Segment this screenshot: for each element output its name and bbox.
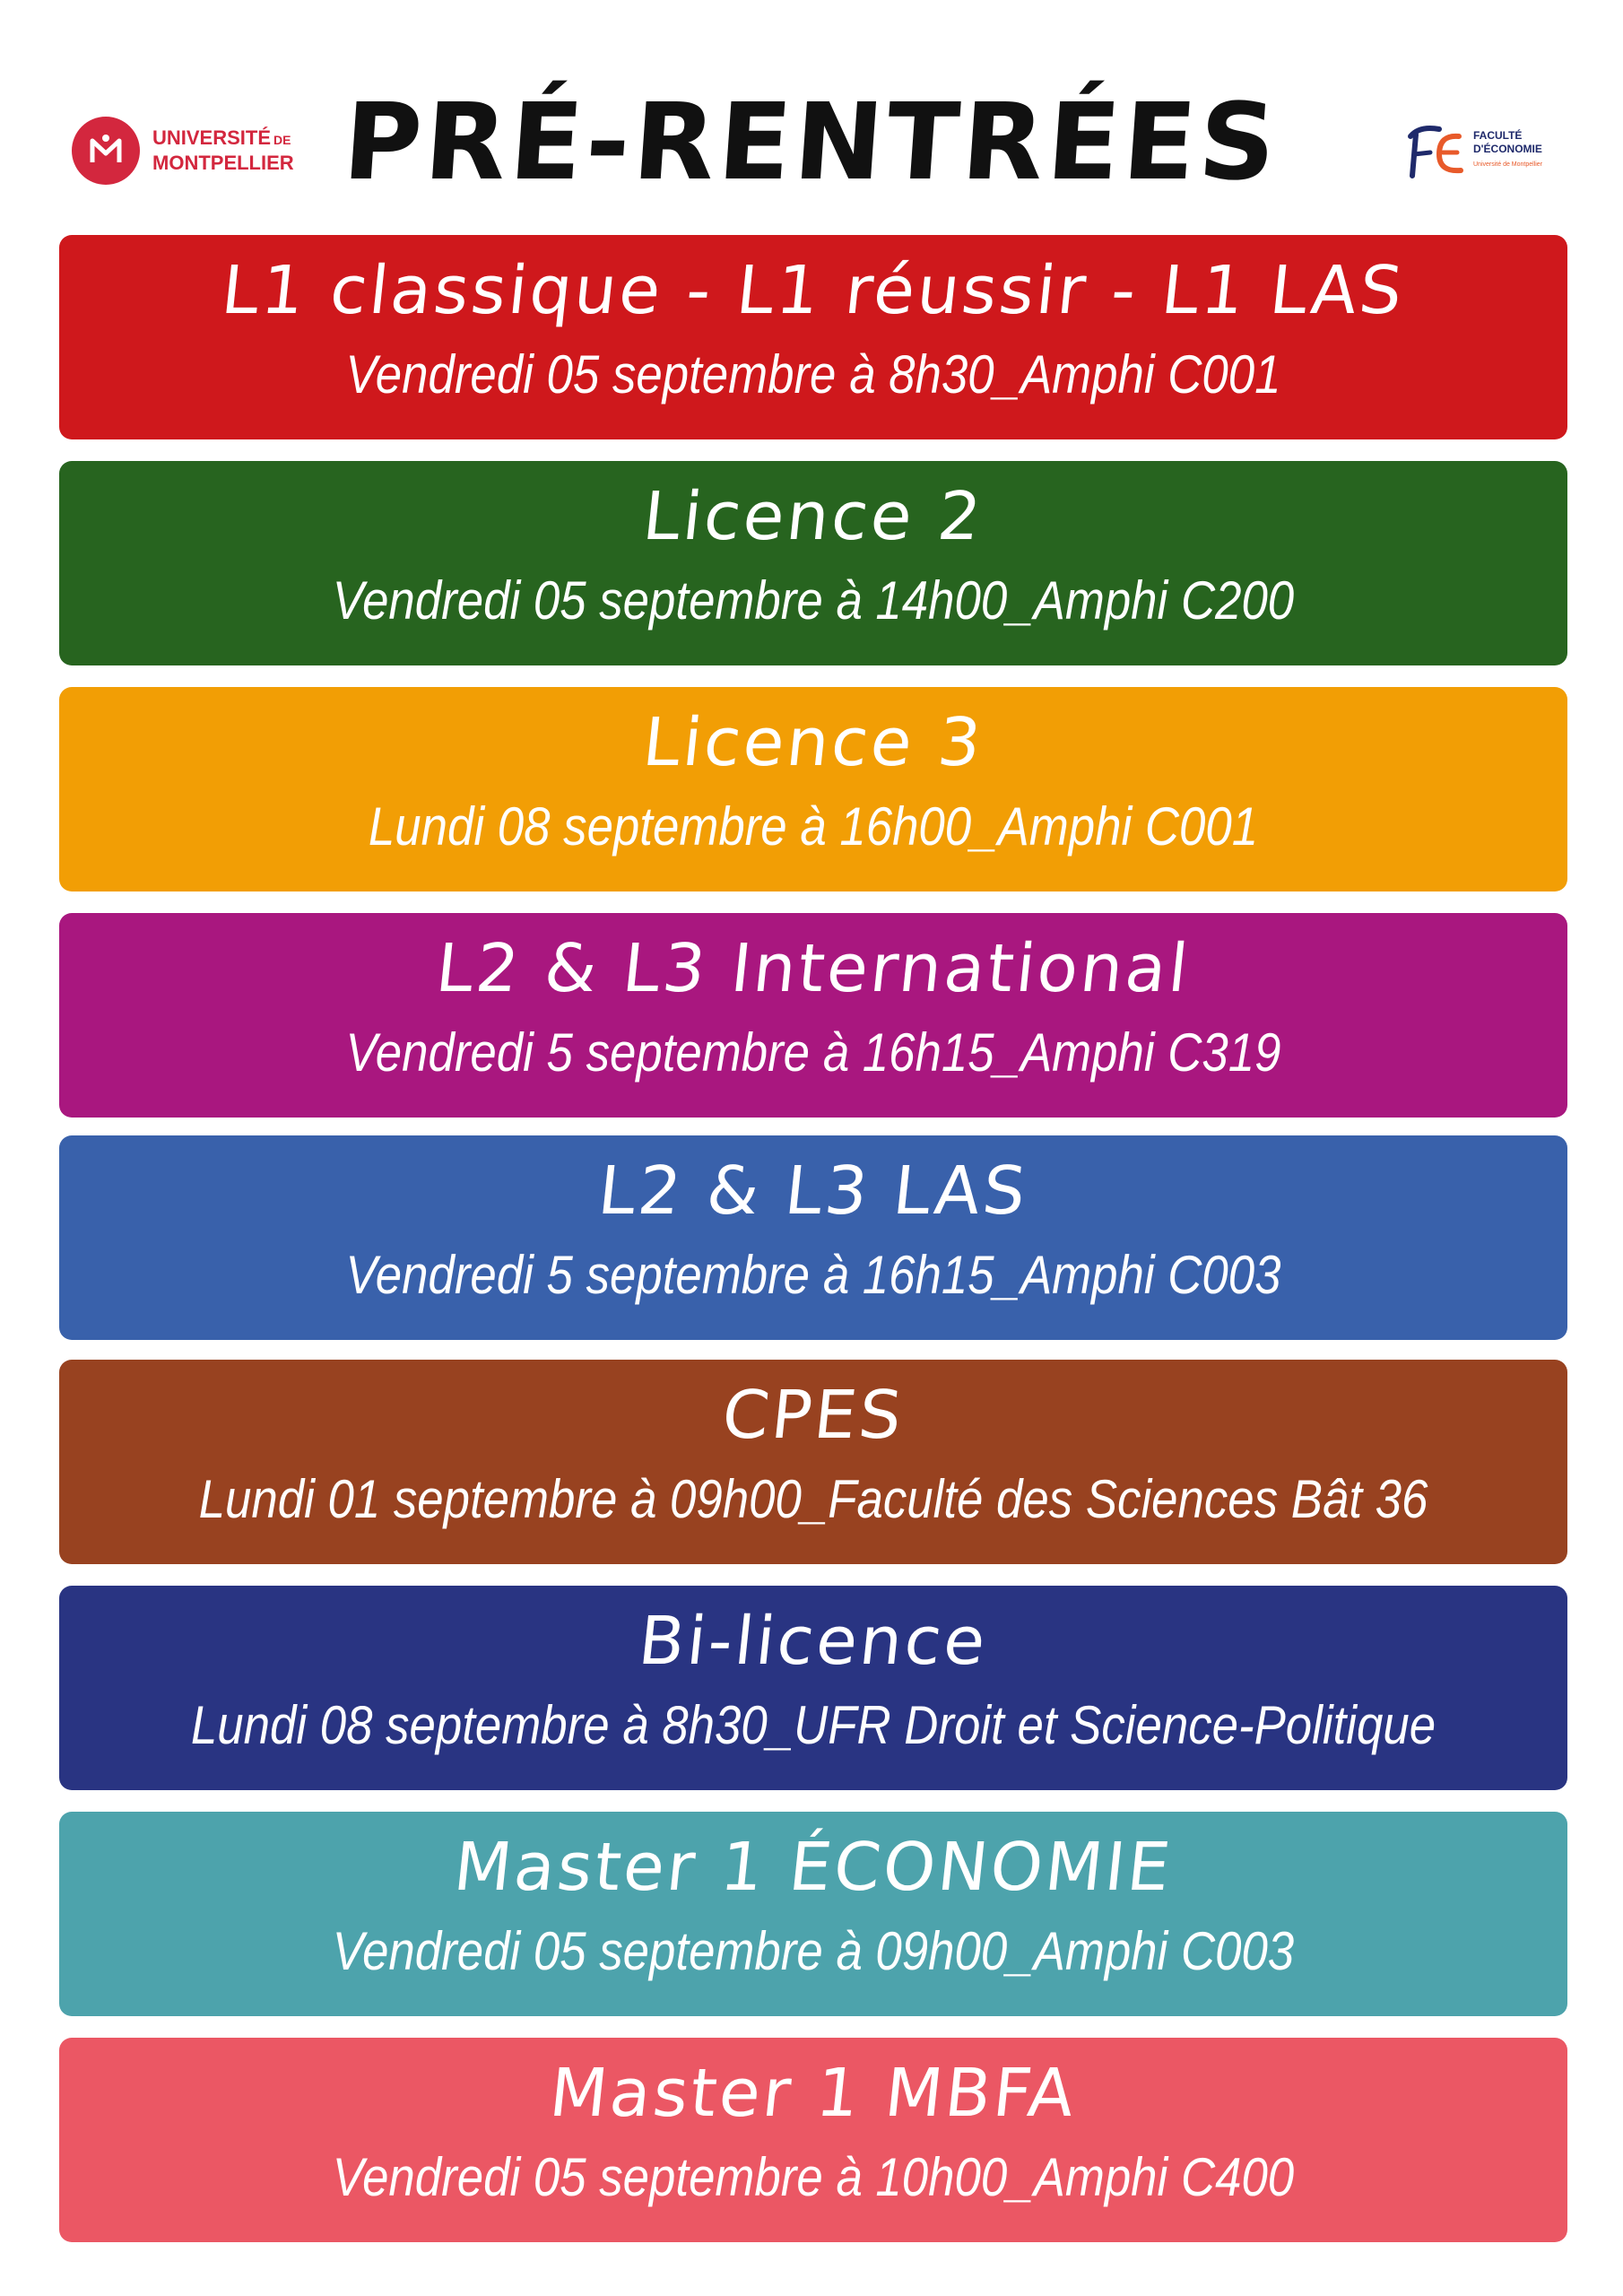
- session-detail: Vendredi 05 septembre à 14h00_Amphi C200: [332, 570, 1295, 631]
- session-title: L2 & L3 LAS: [595, 1152, 1032, 1230]
- session-title: Master 1 ÉCONOMIE: [450, 1829, 1176, 1906]
- faculty-line2: D'ÉCONOMIE: [1473, 143, 1542, 155]
- session-detail: Vendredi 05 septembre à 09h00_Amphi C003: [332, 1921, 1295, 1981]
- university-line1-suffix: DE: [273, 133, 291, 147]
- session-band-licence-3: [59, 687, 1567, 891]
- session-detail: Vendredi 5 septembre à 16h15_Amphi C003: [345, 1245, 1281, 1305]
- session-title: L1 classique - L1 réussir - L1 LAS: [218, 252, 1409, 329]
- session-detail: Lundi 08 septembre à 8h30_UFR Droit et Science-Politique: [190, 1695, 1436, 1755]
- session-title: Licence 2: [639, 478, 987, 555]
- faculty-line3: Université de Montpellier: [1473, 161, 1543, 168]
- faculte-economie-logo: [1403, 117, 1556, 188]
- header: [0, 0, 1623, 229]
- faculty-line1: FACULTÉ: [1473, 129, 1523, 142]
- faculty-name: [1473, 129, 1542, 156]
- session-band-licence-2: [59, 461, 1567, 665]
- university-line2: MONTPELLIER: [152, 152, 294, 174]
- session-title: L2 & L3 International: [432, 930, 1194, 1007]
- session-band-master-1-mbfa: [59, 2038, 1567, 2242]
- session-band-bi-licence: [59, 1586, 1567, 1790]
- session-detail: Vendredi 05 septembre à 10h00_Amphi C400: [332, 2147, 1295, 2207]
- university-line1: UNIVERSITÉ: [152, 126, 272, 149]
- session-band-cpes: [59, 1360, 1567, 1564]
- session-detail: Vendredi 05 septembre à 8h30_Amphi C001: [345, 344, 1281, 404]
- session-title: Licence 3: [639, 704, 987, 781]
- session-band-l1: [59, 235, 1567, 439]
- session-title: Bi-licence: [635, 1603, 992, 1680]
- session-title: CPES: [718, 1377, 908, 1454]
- session-title: Master 1 MBFA: [546, 2055, 1081, 2132]
- fe-monogram-icon: [1403, 117, 1473, 188]
- session-band-l2-l3-las: [59, 1135, 1567, 1340]
- session-detail: Vendredi 5 septembre à 16h15_Amphi C319: [345, 1022, 1281, 1083]
- page-title: PRÉ-RENTRÉES: [339, 80, 1284, 204]
- session-detail: Lundi 01 septembre à 09h00_Faculté des Sciences Bât 36: [198, 1469, 1428, 1529]
- session-detail: Lundi 08 septembre à 16h00_Amphi C001: [368, 796, 1259, 857]
- session-band-l2-l3-international: [59, 913, 1567, 1118]
- session-band-master-1-economie: [59, 1812, 1567, 2016]
